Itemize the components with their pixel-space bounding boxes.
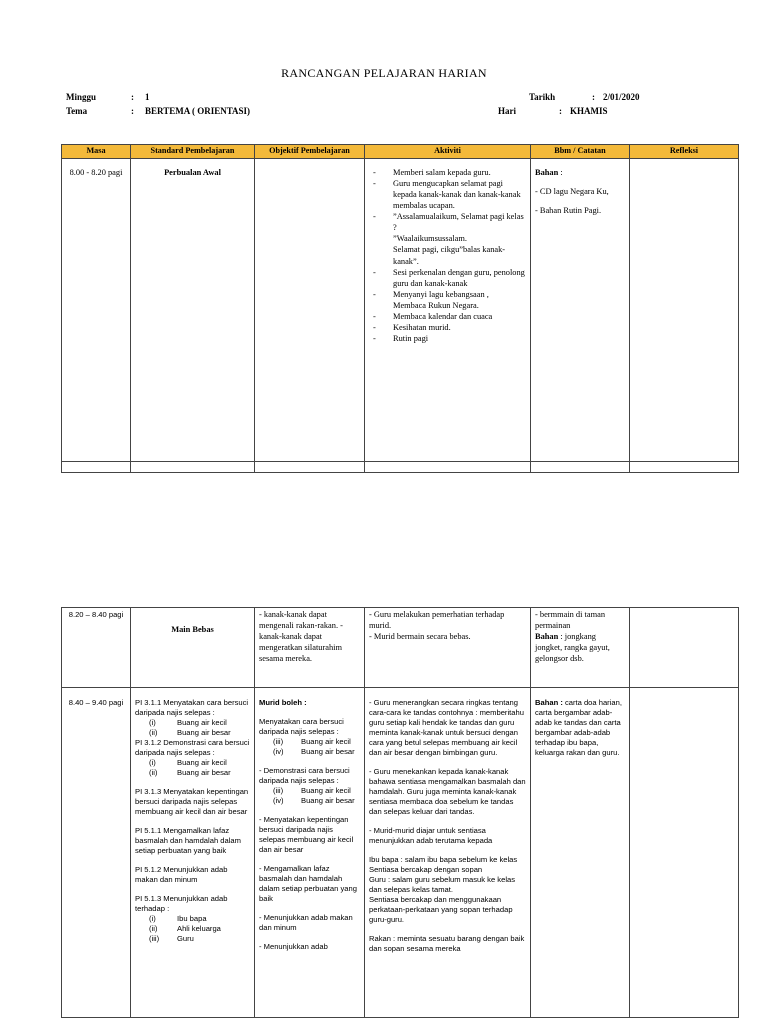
hari-separator: :: [559, 106, 562, 116]
header-masa: Masa: [62, 145, 131, 159]
minggu-label: Minggu: [66, 92, 97, 102]
minggu-separator: :: [131, 92, 134, 102]
table-row: [62, 158, 739, 461]
table-row: [62, 461, 739, 472]
page-title: RANCANGAN PELAJARAN HARIAN: [281, 66, 487, 80]
objektif-cell: Murid boleh : Menyatakan cara bersuci daripada najis selepas : (iii) Buang air kecil (iv) Buang air besar - Demonstrasi cara bersuci daripada najis selepas : (iii) Buang air kecil (iv) Buang air besar - Menyatakan kepentingan bersuci daripada najis selepas membuang air kecil dan air besar - Mengamalkan lafaz basmalah dan hamdalah dalam setiap perbuatan yang baik - Menunjukkan adab makan dan minum - Menunjukkan adab: [255, 688, 365, 1018]
header-standard: Standard Pembelajaran: [131, 145, 255, 159]
tema-label: Tema: [66, 106, 88, 116]
objektif-cell: [255, 158, 365, 461]
bbm-cell: - bermmain di taman permainan Bahan : jongkang jongket, rangka gayut, gelongsor dsb.: [531, 608, 630, 688]
standard-cell: Main Bebas: [131, 608, 255, 688]
list-item: - Rutin pagi: [369, 333, 526, 344]
list-item: - ”Assalamualaikum, Selamat pagi kelas ? ”Waalaikumsussalam. Selamat pagi, cikgu”balas kanak-kanak”.: [369, 211, 526, 266]
standard-cell: PI 3.1.1 Menyatakan cara bersuci daripada najis selepas : (i) Buang air kecil (ii) Buang air besar PI 3.1.2 Demonstrasi cara bersuci daripada najis selepas : (i) Buang air kecil (ii) Buang air besar PI 3.1.3 Menyatakan kepentingan bersuci daripada najis selepas membuang air kecil dan air besar PI 5.1.1 Mengamalkan lafaz basmalah dan hamdalah dalam setiap perbuatan yang baik PI 5.1.2 Menunjukkan adab makan dan minum PI 5.1.3 Menunjukkan adab terhadap : (i) Ibu bapa (ii) Ahli keluarga (iii) Guru: [131, 688, 255, 1018]
tarikh-separator: :: [592, 92, 595, 102]
aktiviti-cell: - Guru melakukan pemerhatian terhadap murid. - Murid bermain secara bebas.: [365, 608, 531, 688]
masa-cell: 8.40 – 9.40 pagi: [62, 688, 131, 1018]
minggu-value: 1: [145, 92, 150, 102]
list-item: - Guru mengucapkan selamat pagi kepada kanak-kanak dan kanak-kanak membalas ucapan.: [369, 178, 526, 211]
lesson-plan-table-1: [61, 144, 739, 473]
list-item: - Menyanyi lagu kebangsaan , Membaca Rukun Negara.: [369, 289, 526, 311]
bbm-cell: Bahan : carta doa harian, carta bergambar adab-adab ke tandas dan carta bergambar adab-adab terhadap ibu bapa, keluarga rakan dan guru.: [531, 688, 630, 1018]
refleksi-cell: [630, 158, 739, 461]
masa-cell: 8.20 – 8.40 pagi: [62, 608, 131, 688]
aktiviti-cell: [365, 158, 531, 461]
tema-value: BERTEMA ( ORIENTASI): [145, 106, 251, 116]
tarikh-value: 2/01/2020: [603, 92, 640, 102]
objektif-cell: - kanak-kanak dapat mengenali rakan-rakan. -kanak-kanak dapat mengeratkan silaturahim sesama mereka.: [255, 608, 365, 688]
table-row: [62, 608, 739, 688]
list-item: - Kesihatan murid.: [369, 322, 526, 333]
hari-label: Hari: [498, 106, 516, 116]
header-bbm: Bbm / Catatan: [531, 145, 630, 159]
table-header-row: [62, 145, 739, 159]
list-item: - Memberi salam kepada guru.: [369, 167, 526, 178]
refleksi-cell: [630, 608, 739, 688]
refleksi-cell: [630, 688, 739, 1018]
tema-separator: :: [131, 106, 134, 116]
standard-cell: Perbualan Awal: [131, 158, 255, 461]
header-aktiviti: Aktiviti: [365, 145, 531, 159]
table-row: [62, 688, 739, 1018]
masa-cell: 8.00 - 8.20 pagi: [62, 158, 131, 461]
list-item: - Sesi perkenalan dengan guru, penolong guru dan kanak-kanak: [369, 267, 526, 289]
aktiviti-cell: - Guru menerangkan secara ringkas tentang cara-cara ke tandas contohnya : memberitahu guru setiap kali hendak ke tandas dan guru meminta kanak-kanak untuk bersuci dengan cara yang betul selepas membuang air kecil dan air besar dengan bimbingan guru. - Guru menekankan kepada kanak-kanak bahawa sentiasa mengamalkan basmalah dan hamdalah. Guru juga meminta kanak-kanak sentiasa membaca doa sebelum ke tandas dan selepas keluar dari tandas. - Murid-murid diajar untuk sentiasa menunjukkan adab terutama kepada Ibu bapa : salam ibu bapa sebelum ke kelas Sentiasa bercakap dengan sopan Guru : salam guru sebelum masuk ke kelas dan selepas kelas tamat. Sentiasa bercakap dan menggunakaan perkataan-perkataan yang sopan terhadap guru-guru. Rakan : meminta sesuatu barang dengan baik dan sopan sesama mereka: [365, 688, 531, 1018]
tarikh-label: Tarikh: [529, 92, 556, 102]
lesson-plan-table-2: [61, 607, 739, 1018]
hari-value: KHAMIS: [570, 106, 608, 116]
list-item: - Membaca kalendar dan cuaca: [369, 311, 526, 322]
header-objektif: Objektif Pembelajaran: [255, 145, 365, 159]
bbm-cell: Bahan : - CD lagu Negara Ku, - Bahan Rutin Pagi.: [531, 158, 630, 461]
header-refleksi: Refleksi: [630, 145, 739, 159]
